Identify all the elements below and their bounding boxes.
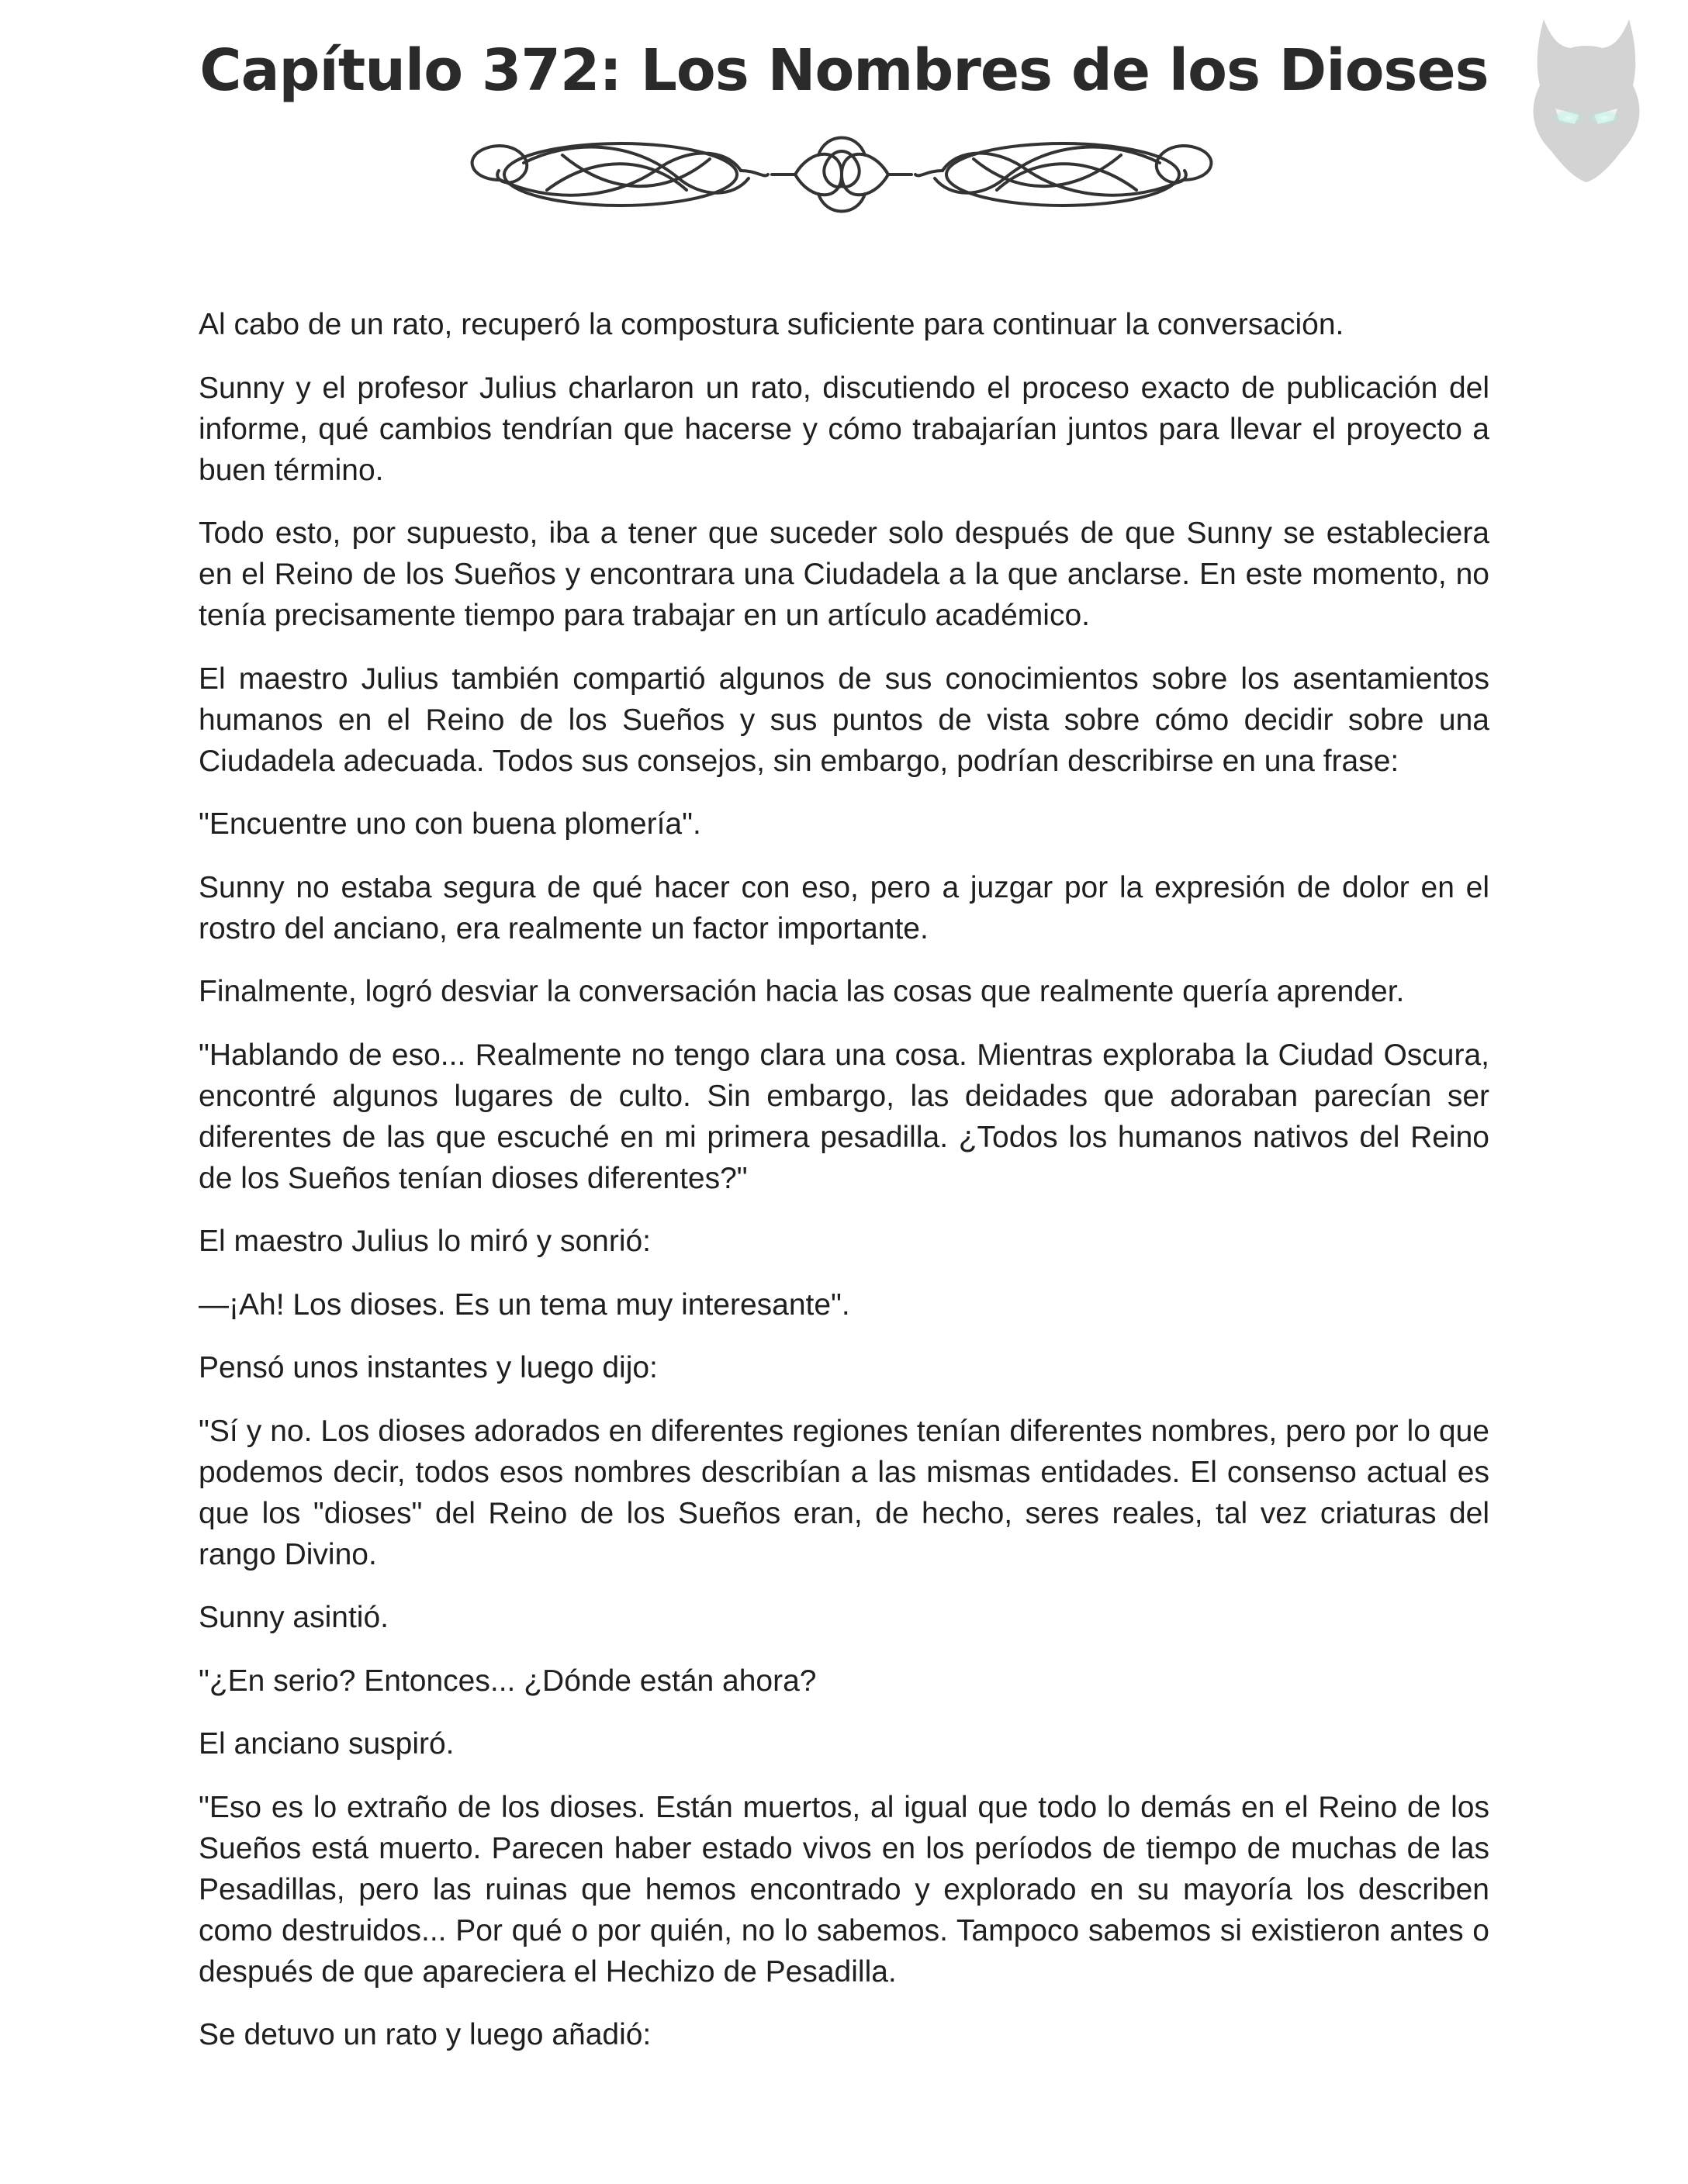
paragraph: Se detuvo un rato y luego añadió:	[199, 2018, 652, 2051]
paragraph: El maestro Julius lo miró y sonrió:	[199, 1225, 652, 1258]
paragraph: Todo esto, por supuesto, iba a tener que suceder solo después de que Sunny se estableciera en el Reino de los Sueños y encontrara una Ciudadela a la que anclarse. En este momento, no tenía precisamente tiempo para trabajar en un artículo académico.	[199, 517, 1489, 632]
paragraph: "¿En serio? Entonces... ¿Dónde están ahora?	[199, 1664, 817, 1698]
paragraph: Sunny asintió.	[199, 1601, 389, 1634]
chapter-title: Capítulo 372: Los Nombres de los Dioses	[199, 37, 1489, 104]
paragraph: "Sí y no. Los dioses adorados en diferentes regiones tenían diferentes nombres, pero por lo que podemos decir, todos esos nombres describían a las mismas entidades. El consenso actual es que los "dioses" del Reino de los Sueños eran, de hecho, seres reales, tal vez criaturas del rango Divino.	[199, 1414, 1489, 1571]
paragraph: —¡Ah! Los dioses. Es un tema muy interesante".	[199, 1287, 850, 1322]
paragraph: Pensó unos instantes y luego dijo:	[199, 1351, 658, 1384]
paragraph: Finalmente, logró desviar la conversación hacia las cosas que realmente quería aprender.	[199, 975, 1405, 1008]
paragraph: "Encuentre uno con buena plomería".	[199, 807, 701, 841]
chapter-body	[199, 304, 1489, 2078]
ornament-divider-icon	[454, 124, 1230, 233]
paragraph: Sunny no estaba segura de qué hacer con eso, pero a juzgar por la expresión de dolor en el rostro del anciano, era realmente un factor importante.	[199, 870, 1489, 945]
paragraph: "Hablando de eso... Realmente no tengo clara una cosa. Mientras exploraba la Ciudad Oscura, encontré algunos lugares de culto. Sin embargo, las deidades que adoraban parecían ser diferentes de las que escuché en mi primera pesadilla. ¿Todos los humanos nativos del Reino de los Sueños tenían dioses diferentes?"	[199, 1038, 1489, 1195]
paragraph: Al cabo de un rato, recuperó la compostura suficiente para continuar la conversación.	[199, 308, 1344, 341]
demon-head-logo-icon	[1520, 16, 1652, 186]
paragraph: Sunny y el profesor Julius charlaron un rato, discutiendo el proceso exacto de publicación del informe, qué cambios tendrían que hacerse y cómo trabajarían juntos para llevar el proyecto a buen término.	[199, 371, 1489, 487]
paragraph: El maestro Julius también compartió algunos de sus conocimientos sobre los asentamientos humanos en el Reino de los Sueños y sus puntos de vista sobre cómo decidir sobre una Ciudadela adecuada. Todos sus consejos, sin embargo, podrían describirse en una frase:	[199, 662, 1489, 778]
paragraph: "Eso es lo extraño de los dioses. Están muertos, al igual que todo lo demás en el Reino de los Sueños está muerto. Parecen haber estado vivos en los períodos de tiempo de muchas de las Pesadillas, pero las ruinas que hemos encontrado y explorado en su mayoría los describen como destruidos... Por qué o por quién, no lo sabemos. Tampoco sabemos si existieron antes o después de que apareciera el Hechizo de Pesadilla.	[199, 1790, 1489, 1989]
paragraph: El anciano suspiró.	[199, 1727, 455, 1761]
